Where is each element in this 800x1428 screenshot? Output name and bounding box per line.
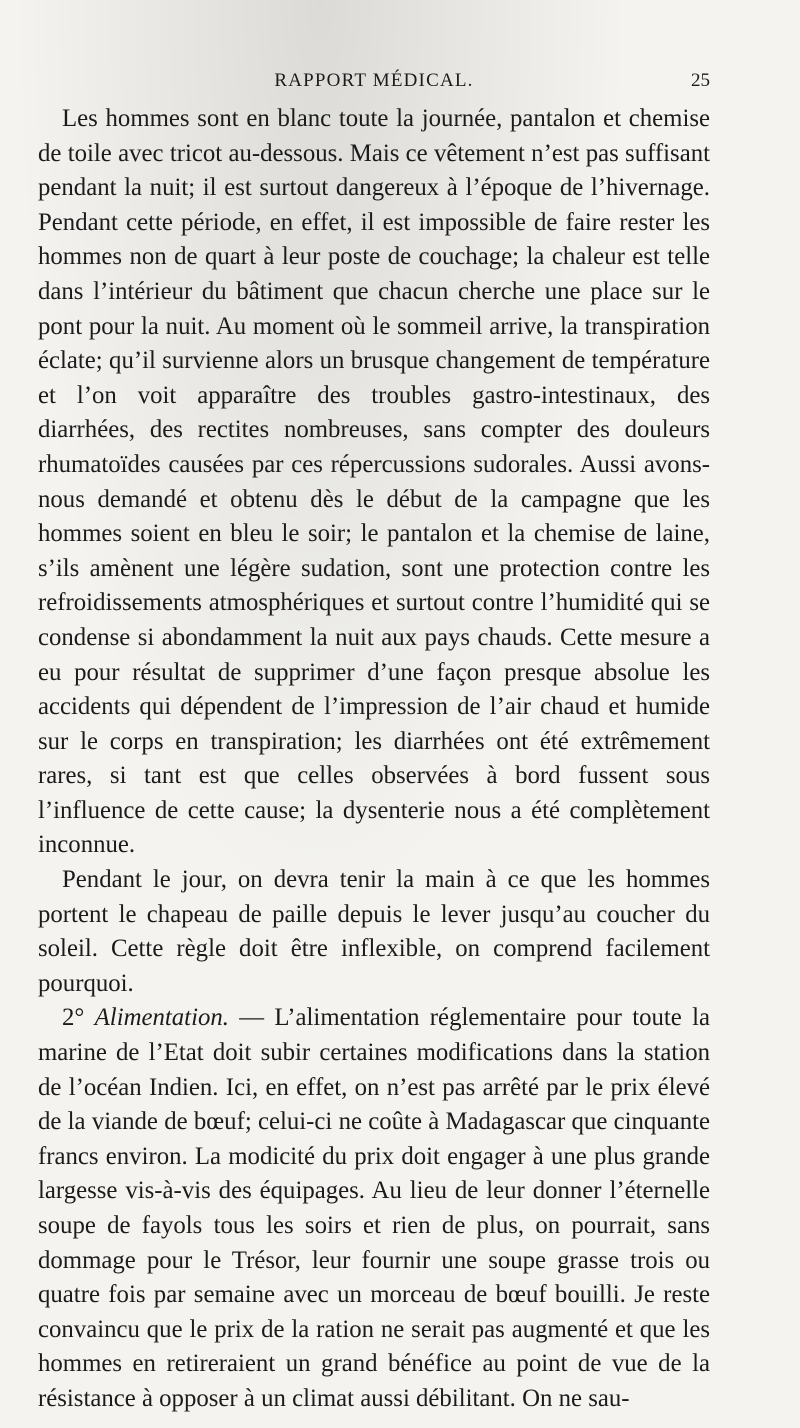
section-number: 2° (62, 1004, 85, 1032)
paragraph-straw-hat: Pendant le jour, on devra tenir la main à ce que les hommes portent le chapeau de paille depuis le lever jusqu’au coucher du soleil. Cette règle doit être inflexible, on comprend facilement pourquoi. (38, 866, 710, 997)
paragraph-alimentation (38, 1001, 710, 1416)
page-header (38, 64, 710, 94)
page-number: 25 (691, 70, 710, 91)
section-dash: — (228, 1004, 275, 1032)
running-title: RAPPORT MÉDICAL. (274, 70, 474, 91)
section-heading: Alimentation. (94, 1004, 229, 1032)
paragraph-clothing: Les hommes sont en blanc toute la journée, pantalon et chemise de toile avec tricot au-dessous. Mais ce vêtement n’est pas suffisant pendant la nuit; il est surtout dangereux à l’époque de l’hivernage. Pendant cette période, en effet, il est impossible de faire rester les hommes non de quart à leur poste de couchage; la chaleur est telle dans l’intérieur du bâtiment que chacun cherche une place sur le pont pour la nuit. Au moment où le sommeil arrive, la transpiration éclate; qu’il survienne alors un brusque changement de température et l’on voit apparaître des troubles gastro-intestinaux, des diarrhées, des rectites nombreuses, sans compter des douleurs rhumatoïdes causées par ces répercussions sudorales. Aussi avons-nous demandé et obtenu dès le début de la campagne que les hommes soient en bleu le soir; le pantalon et la chemise de laine, s’ils amènent une légère sudation, sont une protection contre les refroidissements atmosphériques et surtout contre l’humidité qui se condense si abondamment la nuit aux pays chauds. Cette mesure a eu pour résultat de supprimer d’une façon presque absolue les accidents qui dépendent de l’impression de l’air chaud et humide sur le corps en transpiration; les diarrhées ont été extrêmement rares, si tant est que celles observées à bord fussent sous l’influence de cette cause; la dysenterie nous a été complètement inconnue. (38, 105, 710, 859)
section-text: L’alimentation réglementaire pour toute la marine de l’Etat doit subir certaines modifications dans la station de l’océan Indien. Ici, en effet, on n’est pas arrêté par le prix élevé de la viande de bœuf; celui-ci ne coûte à Madagascar que cinquante francs environ. La modicité du prix doit engager à une plus grande largesse vis-à-vis des équipages. Au lieu de leur donner l’éternelle soupe de fayols tous les soirs et rien de plus, on pourrait, sans dommage pour le Trésor, leur fournir une soupe grasse trois ou quatre fois par semaine avec un morceau de bœuf bouilli. Je reste convaincu que le prix de la ration ne serait pas augmenté et que les hommes en retireraient un grand bénéfice au point de vue de la résistance à opposer à un climat aussi débilitant. On ne sau- (38, 1004, 710, 1412)
body-text (38, 102, 710, 1417)
